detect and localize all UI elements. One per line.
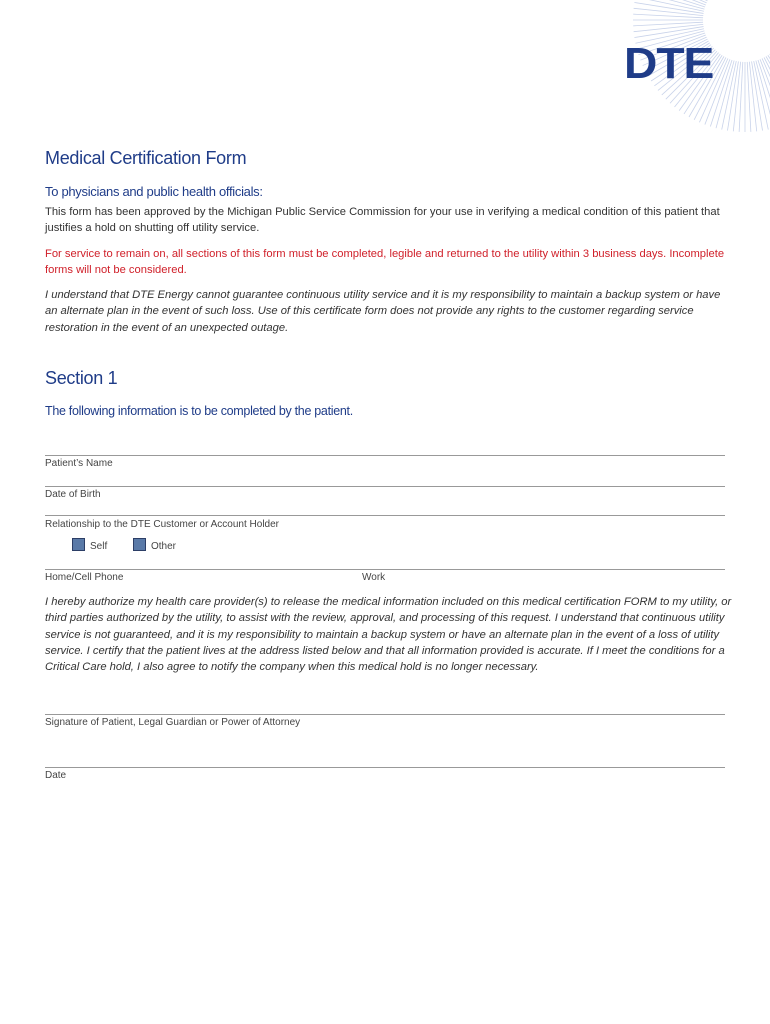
self-label: Self bbox=[90, 541, 108, 552]
relationship-field[interactable] bbox=[45, 515, 725, 516]
authorization-text: I hereby authorize my health care provider(s) to release the medical information included on this medical certification FORM to my utility, or third parties authorized by the utility, to assist with the review, approval, and processing of this request. I understand that continuous utility service is not guaranteed, and it is my responsibility to maintain a backup system or have an alternate plan in the event of a loss of utility service. I certify that the patient lives at the address listed below and that all information provided is accurate. If I meet the conditions for a Critical Care hold, I also agree to notify the company when this medical hold is no longer necessary. bbox=[45, 596, 732, 674]
section-subtitle: The following information is to be completed by the patient. bbox=[45, 404, 353, 418]
self-checkbox[interactable] bbox=[72, 538, 85, 551]
warning-text: For service to remain on, all sections of this form must be completed, legible and returned to the utility within 3 business days. Incomplete forms will not be considered. bbox=[45, 248, 725, 277]
date-label: Date bbox=[45, 770, 67, 781]
phone-field[interactable] bbox=[45, 569, 725, 570]
form-subheading: To physicians and public health officials: bbox=[45, 184, 263, 199]
work-phone-label: Work bbox=[362, 572, 386, 583]
disclaimer-text: I understand that DTE Energy cannot guarantee continuous utility service and it is my responsibility to maintain a backup system or have an alternate plan in the event of such loss. Use of this certificate form does not provide any rights to the customer regarding service restoration in the event of an unexpected outage. bbox=[45, 289, 721, 334]
form-title: Medical Certification Form bbox=[45, 148, 247, 168]
home-phone-label: Home/Cell Phone bbox=[45, 572, 124, 583]
other-checkbox[interactable] bbox=[133, 538, 146, 551]
section-title: Section 1 bbox=[45, 368, 118, 388]
other-label: Other bbox=[151, 541, 177, 552]
intro-text: This form has been approved by the Michigan Public Service Commission for your use in verifying a medical condition of this patient that justifies a hold on shutting off utility service. bbox=[45, 206, 720, 235]
patient-name-field[interactable] bbox=[45, 455, 725, 456]
patient-name-label: Patient’s Name bbox=[45, 458, 113, 469]
dob-label: Date of Birth bbox=[45, 489, 101, 500]
dob-field[interactable] bbox=[45, 486, 725, 487]
date-field[interactable] bbox=[45, 767, 725, 768]
dte-logo: DTE bbox=[624, 39, 714, 88]
signature-field[interactable] bbox=[45, 714, 725, 715]
relationship-label: Relationship to the DTE Customer or Account Holder bbox=[45, 519, 279, 530]
signature-label: Signature of Patient, Legal Guardian or Power of Attorney bbox=[45, 717, 301, 728]
